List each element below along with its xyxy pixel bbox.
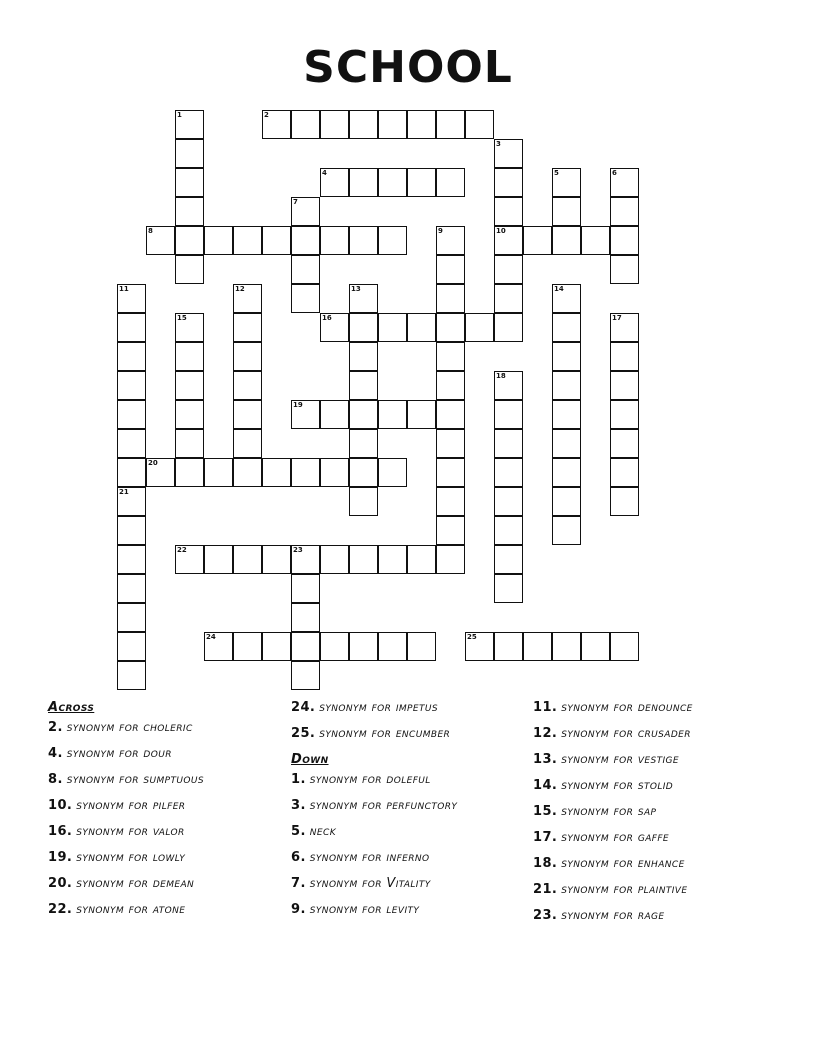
grid-cell[interactable] bbox=[204, 226, 233, 255]
grid-cell[interactable] bbox=[117, 284, 146, 313]
clue-number: 18 bbox=[496, 372, 506, 380]
grid-cell[interactable] bbox=[378, 400, 407, 429]
grid-cell[interactable] bbox=[494, 197, 523, 226]
clue-number: 1 bbox=[177, 111, 182, 119]
grid-cell[interactable] bbox=[117, 371, 146, 400]
grid-cell[interactable] bbox=[436, 255, 465, 284]
grid-cell[interactable] bbox=[610, 632, 639, 661]
grid-cell[interactable] bbox=[117, 603, 146, 632]
grid-cell[interactable] bbox=[349, 371, 378, 400]
grid-cell[interactable] bbox=[233, 284, 262, 313]
grid-cell[interactable] bbox=[349, 632, 378, 661]
grid-cell[interactable] bbox=[233, 400, 262, 429]
grid-cell[interactable] bbox=[407, 632, 436, 661]
grid-cell[interactable] bbox=[552, 400, 581, 429]
grid-cell[interactable] bbox=[552, 313, 581, 342]
grid-cell[interactable] bbox=[494, 429, 523, 458]
clue-number: 2 bbox=[264, 111, 269, 119]
grid-cell[interactable] bbox=[117, 516, 146, 545]
grid-cell[interactable] bbox=[407, 313, 436, 342]
grid-cell[interactable] bbox=[349, 226, 378, 255]
grid-cell[interactable] bbox=[610, 487, 639, 516]
clue-down-1: 1. synonym for doleful bbox=[291, 772, 431, 787]
clue-number: 10 bbox=[496, 227, 506, 235]
grid-cell[interactable] bbox=[378, 168, 407, 197]
grid-cell[interactable] bbox=[581, 632, 610, 661]
clue-number: 11 bbox=[119, 285, 129, 293]
grid-cell[interactable] bbox=[436, 110, 465, 139]
grid-cell[interactable] bbox=[320, 110, 349, 139]
grid-cell[interactable] bbox=[175, 400, 204, 429]
clue-number: 15 bbox=[177, 314, 187, 322]
grid-cell[interactable] bbox=[494, 284, 523, 313]
clue-across-8: 8. synonym for sumptuous bbox=[48, 772, 204, 787]
clue-across-24: 24. synonym for impetus bbox=[291, 700, 438, 715]
grid-cell[interactable] bbox=[117, 487, 146, 516]
grid-cell[interactable] bbox=[204, 632, 233, 661]
grid-cell[interactable] bbox=[407, 110, 436, 139]
grid-cell[interactable] bbox=[552, 342, 581, 371]
grid-cell[interactable] bbox=[494, 545, 523, 574]
grid-cell[interactable] bbox=[349, 168, 378, 197]
clue-number: 16 bbox=[322, 314, 332, 322]
grid-cell[interactable] bbox=[552, 226, 581, 255]
grid-cell[interactable] bbox=[175, 313, 204, 342]
grid-cell[interactable] bbox=[262, 110, 291, 139]
grid-cell[interactable] bbox=[436, 284, 465, 313]
grid-cell[interactable] bbox=[291, 400, 320, 429]
clue-number: 13 bbox=[351, 285, 361, 293]
grid-cell[interactable] bbox=[436, 400, 465, 429]
grid-cell[interactable] bbox=[465, 313, 494, 342]
grid-cell[interactable] bbox=[610, 226, 639, 255]
grid-cell[interactable] bbox=[320, 313, 349, 342]
grid-cell[interactable] bbox=[291, 661, 320, 690]
grid-cell[interactable] bbox=[320, 168, 349, 197]
grid-cell[interactable] bbox=[262, 632, 291, 661]
grid-cell[interactable] bbox=[291, 255, 320, 284]
clue-number: 19 bbox=[293, 401, 303, 409]
grid-cell[interactable] bbox=[436, 458, 465, 487]
grid-cell[interactable] bbox=[291, 226, 320, 255]
grid-cell[interactable] bbox=[552, 197, 581, 226]
grid-cell[interactable] bbox=[436, 371, 465, 400]
grid-cell[interactable] bbox=[349, 284, 378, 313]
grid-cell[interactable] bbox=[117, 313, 146, 342]
grid-cell[interactable] bbox=[465, 632, 494, 661]
grid-cell[interactable] bbox=[552, 429, 581, 458]
grid-cell[interactable] bbox=[117, 458, 146, 487]
clue-number: 8 bbox=[148, 227, 153, 235]
grid-cell[interactable] bbox=[610, 400, 639, 429]
grid-cell[interactable] bbox=[175, 197, 204, 226]
grid-cell[interactable] bbox=[349, 313, 378, 342]
grid-cell[interactable] bbox=[320, 632, 349, 661]
grid-cell[interactable] bbox=[233, 226, 262, 255]
grid-cell[interactable] bbox=[610, 371, 639, 400]
clue-number: 25 bbox=[467, 633, 477, 641]
grid-cell[interactable] bbox=[494, 168, 523, 197]
clue-number: 14 bbox=[554, 285, 564, 293]
clue-across-4: 4. synonym for dour bbox=[48, 746, 172, 761]
grid-cell[interactable] bbox=[581, 226, 610, 255]
grid-cell[interactable] bbox=[233, 458, 262, 487]
clue-number: 12 bbox=[235, 285, 245, 293]
grid-cell[interactable] bbox=[494, 226, 523, 255]
grid-cell[interactable] bbox=[610, 342, 639, 371]
grid-cell[interactable] bbox=[175, 458, 204, 487]
clue-down-18: 18. synonym for enhance bbox=[533, 856, 685, 871]
grid-cell[interactable] bbox=[494, 487, 523, 516]
grid-cell[interactable] bbox=[436, 516, 465, 545]
grid-cell[interactable] bbox=[262, 545, 291, 574]
grid-cell[interactable] bbox=[320, 545, 349, 574]
grid-cell[interactable] bbox=[175, 371, 204, 400]
grid-cell[interactable] bbox=[233, 632, 262, 661]
grid-cell[interactable] bbox=[407, 400, 436, 429]
grid-cell[interactable] bbox=[378, 110, 407, 139]
grid-cell[interactable] bbox=[494, 458, 523, 487]
clue-down-11: 11. synonym for denounce bbox=[533, 700, 693, 715]
clue-number: 9 bbox=[438, 227, 443, 235]
grid-cell[interactable] bbox=[552, 516, 581, 545]
grid-cell[interactable] bbox=[117, 429, 146, 458]
grid-cell[interactable] bbox=[291, 458, 320, 487]
clue-across-10: 10. synonym for pilfer bbox=[48, 798, 186, 813]
grid-cell[interactable] bbox=[436, 429, 465, 458]
grid-cell[interactable] bbox=[233, 313, 262, 342]
clue-down-14: 14. synonym for stolid bbox=[533, 778, 674, 793]
grid-cell[interactable] bbox=[465, 110, 494, 139]
grid-cell[interactable] bbox=[204, 458, 233, 487]
grid-cell[interactable] bbox=[175, 255, 204, 284]
grid-cell[interactable] bbox=[175, 545, 204, 574]
grid-cell[interactable] bbox=[436, 313, 465, 342]
clue-across-20: 20. synonym for demean bbox=[48, 876, 195, 891]
clue-down-21: 21. synonym for plaintive bbox=[533, 882, 688, 897]
grid-cell[interactable] bbox=[320, 458, 349, 487]
clue-across-25: 25. synonym for encumber bbox=[291, 726, 451, 741]
grid-cell[interactable] bbox=[320, 400, 349, 429]
grid-cell[interactable] bbox=[552, 632, 581, 661]
grid-cell[interactable] bbox=[494, 400, 523, 429]
grid-cell[interactable] bbox=[349, 400, 378, 429]
grid-cell[interactable] bbox=[610, 255, 639, 284]
clue-column-1 bbox=[48, 700, 258, 928]
grid-cell[interactable] bbox=[262, 458, 291, 487]
grid-cell[interactable] bbox=[610, 458, 639, 487]
clue-column-3 bbox=[533, 700, 773, 934]
down-heading: Down bbox=[291, 752, 329, 767]
clue-number: 21 bbox=[119, 488, 129, 496]
grid-cell[interactable] bbox=[233, 371, 262, 400]
grid-cell[interactable] bbox=[117, 632, 146, 661]
grid-cell[interactable] bbox=[233, 429, 262, 458]
grid-cell[interactable] bbox=[378, 632, 407, 661]
clue-number: 20 bbox=[148, 459, 158, 467]
clue-number: 23 bbox=[293, 546, 303, 554]
clue-down-3: 3. synonym for perfunctory bbox=[291, 798, 458, 813]
grid-cell[interactable] bbox=[291, 197, 320, 226]
grid-cell[interactable] bbox=[291, 110, 320, 139]
grid-cell[interactable] bbox=[436, 226, 465, 255]
clue-across-16: 16. synonym for valor bbox=[48, 824, 185, 839]
clue-across-2: 2. synonym for choleric bbox=[48, 720, 193, 735]
clue-column-2 bbox=[291, 700, 521, 928]
grid-cell[interactable] bbox=[349, 429, 378, 458]
grid-cell[interactable] bbox=[175, 110, 204, 139]
grid-cell[interactable] bbox=[494, 139, 523, 168]
grid-cell[interactable] bbox=[494, 632, 523, 661]
across-heading: Across bbox=[48, 700, 95, 715]
grid-cell[interactable] bbox=[233, 545, 262, 574]
clue-down-5: 5. neck bbox=[291, 824, 337, 839]
clue-across-22: 22. synonym for atone bbox=[48, 902, 186, 917]
clue-down-15: 15. synonym for sap bbox=[533, 804, 657, 819]
grid-cell[interactable] bbox=[436, 545, 465, 574]
grid-cell[interactable] bbox=[407, 168, 436, 197]
clue-number: 17 bbox=[612, 314, 622, 322]
clue-down-6: 6. synonym for inferno bbox=[291, 850, 430, 865]
clue-down-12: 12. synonym for crusader bbox=[533, 726, 691, 741]
grid-cell[interactable] bbox=[494, 255, 523, 284]
grid-cell[interactable] bbox=[494, 371, 523, 400]
grid-cell[interactable] bbox=[610, 168, 639, 197]
grid-cell[interactable] bbox=[117, 400, 146, 429]
grid-cell[interactable] bbox=[436, 168, 465, 197]
grid-cell[interactable] bbox=[349, 545, 378, 574]
grid-cell[interactable] bbox=[552, 168, 581, 197]
clue-number: 6 bbox=[612, 169, 617, 177]
grid-cell[interactable] bbox=[552, 458, 581, 487]
grid-cell[interactable] bbox=[523, 226, 552, 255]
clue-down-7: 7. synonym for Vitality bbox=[291, 876, 431, 891]
grid-cell[interactable] bbox=[349, 110, 378, 139]
clue-number: 3 bbox=[496, 140, 501, 148]
grid-cell[interactable] bbox=[175, 139, 204, 168]
grid-cell[interactable] bbox=[117, 661, 146, 690]
clue-number: 7 bbox=[293, 198, 298, 206]
grid-cell[interactable] bbox=[378, 545, 407, 574]
grid-cell[interactable] bbox=[175, 342, 204, 371]
grid-cell[interactable] bbox=[320, 226, 349, 255]
grid-cell[interactable] bbox=[552, 371, 581, 400]
grid-cell[interactable] bbox=[175, 429, 204, 458]
grid-cell[interactable] bbox=[175, 168, 204, 197]
clue-number: 4 bbox=[322, 169, 327, 177]
grid-cell[interactable] bbox=[610, 313, 639, 342]
grid-cell[interactable] bbox=[117, 545, 146, 574]
grid-cell[interactable] bbox=[610, 429, 639, 458]
grid-cell[interactable] bbox=[291, 603, 320, 632]
grid-cell[interactable] bbox=[233, 342, 262, 371]
grid-cell[interactable] bbox=[552, 487, 581, 516]
grid-cell[interactable] bbox=[378, 313, 407, 342]
grid-cell[interactable] bbox=[436, 342, 465, 371]
grid-cell[interactable] bbox=[436, 487, 465, 516]
grid-cell[interactable] bbox=[378, 226, 407, 255]
grid-cell[interactable] bbox=[175, 226, 204, 255]
clue-down-9: 9. synonym for levity bbox=[291, 902, 420, 917]
grid-cell[interactable] bbox=[378, 458, 407, 487]
clue-down-13: 13. synonym for vestige bbox=[533, 752, 680, 767]
grid-cell[interactable] bbox=[494, 516, 523, 545]
puzzle-title: SCHOOL bbox=[303, 42, 513, 93]
grid-cell[interactable] bbox=[494, 574, 523, 603]
grid-cell[interactable] bbox=[349, 458, 378, 487]
grid-cell[interactable] bbox=[407, 545, 436, 574]
clue-across-19: 19. synonym for lowly bbox=[48, 850, 186, 865]
grid-cell[interactable] bbox=[291, 545, 320, 574]
grid-cell[interactable] bbox=[610, 197, 639, 226]
grid-cell[interactable] bbox=[349, 342, 378, 371]
grid-cell[interactable] bbox=[552, 284, 581, 313]
grid-cell[interactable] bbox=[117, 342, 146, 371]
grid-cell[interactable] bbox=[146, 458, 175, 487]
clue-down-17: 17. synonym for gaffe bbox=[533, 830, 670, 845]
grid-cell[interactable] bbox=[291, 284, 320, 313]
grid-cell[interactable] bbox=[204, 545, 233, 574]
clue-number: 22 bbox=[177, 546, 187, 554]
grid-cell[interactable] bbox=[117, 574, 146, 603]
clue-down-23: 23. synonym for rage bbox=[533, 908, 665, 923]
grid-cell[interactable] bbox=[262, 226, 291, 255]
clue-number: 5 bbox=[554, 169, 559, 177]
grid-cell[interactable] bbox=[291, 632, 320, 661]
clue-number: 24 bbox=[206, 633, 216, 641]
grid-cell[interactable] bbox=[146, 226, 175, 255]
grid-cell[interactable] bbox=[349, 487, 378, 516]
grid-cell[interactable] bbox=[523, 632, 552, 661]
grid-cell[interactable] bbox=[494, 313, 523, 342]
grid-cell[interactable] bbox=[291, 574, 320, 603]
